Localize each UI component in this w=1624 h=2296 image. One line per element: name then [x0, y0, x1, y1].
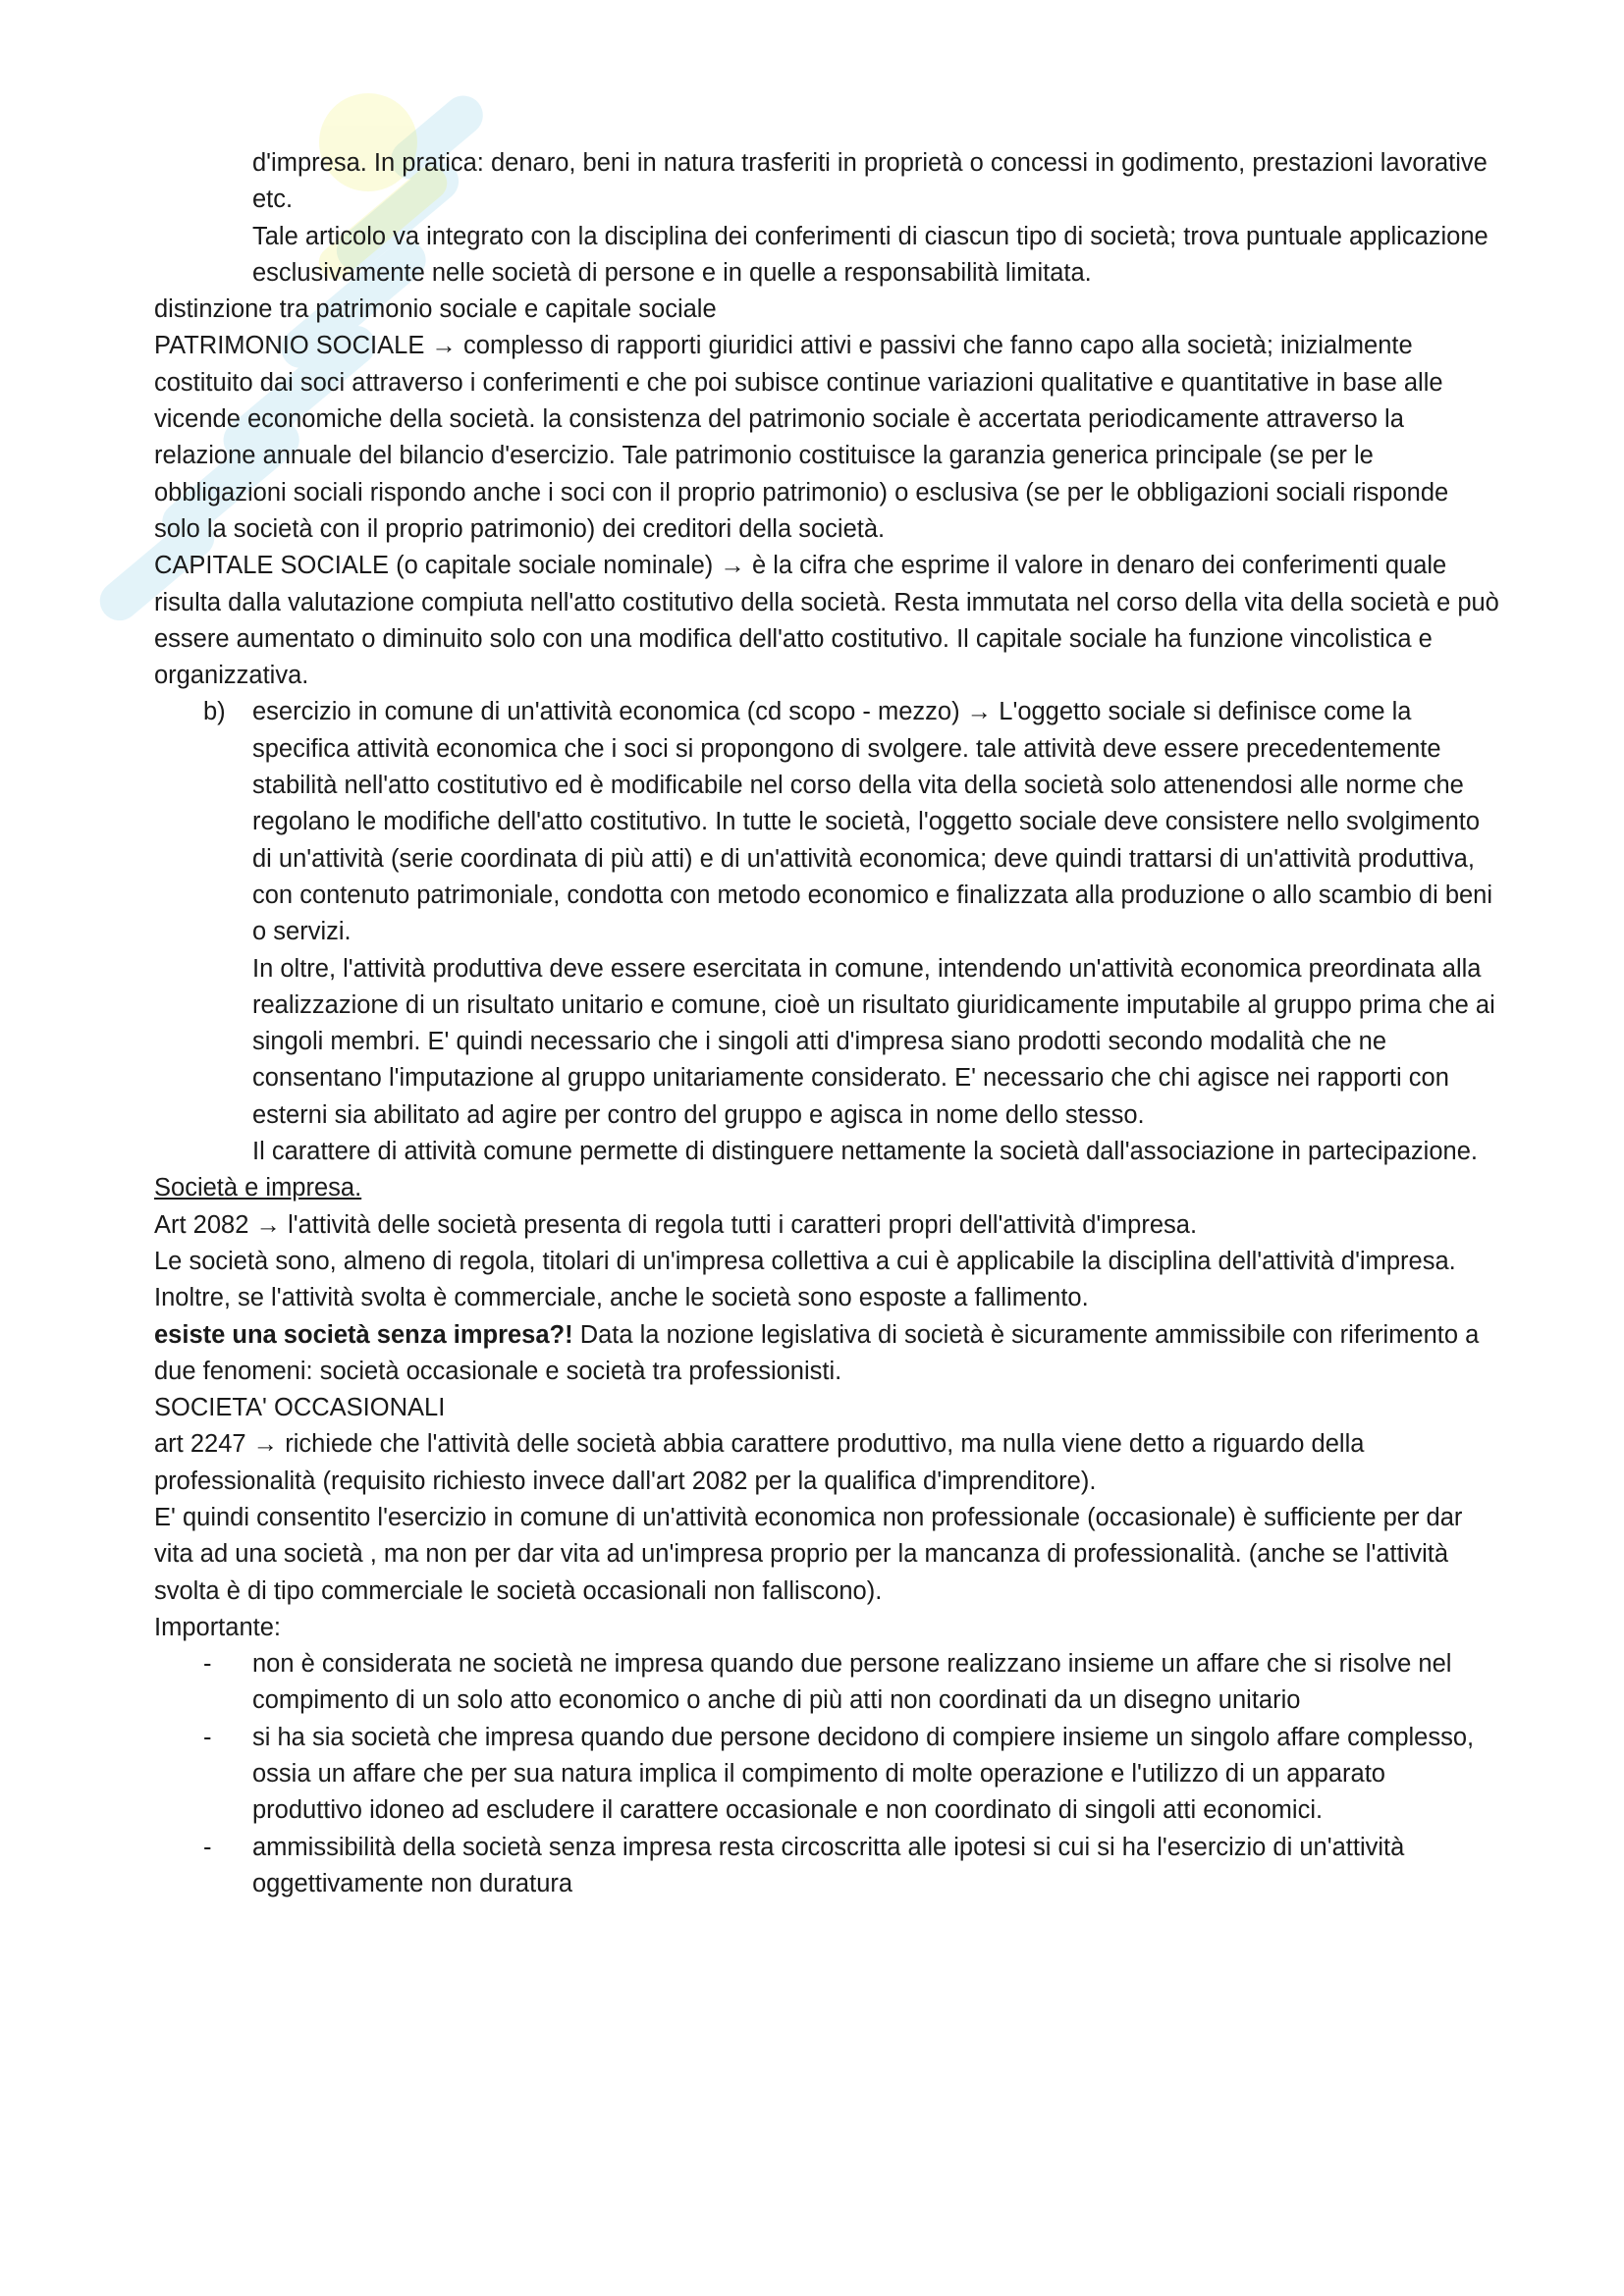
- list-item-b-body: [252, 694, 1499, 1170]
- question-paragraph: [154, 1317, 1499, 1391]
- bullet-text: non è considerata ne società ne impresa quando due persone realizzano insieme un affare che si risolve nel compimento di un solo atto economico o anche di più atti non coordinati da un disegno unitario: [252, 1650, 1452, 1715]
- section-heading: Società e impresa.: [154, 1174, 362, 1202]
- list-item-b-paragraph-1: esercizio in comune di un'attività economica (cd scopo - mezzo) → L'oggetto sociale si definisce come la specifica attività economica che i soci si propongono di svolgere. tale attività deve essere precedentemente stabilità nell'atto costitutivo ed è modificabile nel corso della vita della società solo attenendosi alle norme che regolano le modifiche dell'atto costitutivo. In tutte le società, l'oggetto sociale deve consistere nello svolgimento di un'attività (serie coordinata di più atti) e di un'attività economica; deve quindi trattarsi di un'attività produttiva, con contenuto patrimoniale, condotta con metodo economico e finalizzata alla produzione o allo scambio di beni o servizi.: [252, 698, 1493, 946]
- question-rest: Data la nozione legislativa di società è sicuramente ammissibile con riferimento a due fenomeni: società occasionale e società tra professionisti.: [154, 1320, 1480, 1385]
- consentito-paragraph: E' quindi consentito l'esercizio in comune di un'attività economica non professionale (occasionale) è sufficiente per dar vita ad una società , ma non per dar vita ad un'impresa proprio per la mancanza di professionalità. (anche se l'attività svolta è di tipo commerciale le società occasionali non falliscono).: [154, 1503, 1463, 1605]
- list-marker-b: b): [203, 698, 226, 726]
- intro-paragraph-1: d'impresa. In pratica: denaro, beni in natura trasferiti in proprietà o concessi in godimento, prestazioni lavorative etc.: [252, 149, 1488, 214]
- capitale-paragraph: CAPITALE SOCIALE (o capitale sociale nominale) → è la cifra che esprime il valore in denaro dei conferimenti quale risulta dalla valutazione compiuta nell'atto costitutivo della società. Resta immutata nel corso della vita della società e può essere aumentato o diminuito solo con una modifica dell'atto costitutivo. Il capitale sociale ha funzione vincolistica e organizzativa.: [154, 552, 1499, 690]
- bullet-text: ammissibilità della società senza impresa resta circoscritta alle ipotesi si cui si ha l'esercizio di un'attività oggettivamente non duratura: [252, 1833, 1405, 1897]
- bullet-item: [154, 1830, 1499, 1903]
- document-page: [154, 145, 1499, 1902]
- importante-label: Importante:: [154, 1613, 281, 1641]
- bullet-item: [154, 1720, 1499, 1830]
- list-item-b: [154, 694, 1499, 1170]
- patrimonio-paragraph: PATRIMONIO SOCIALE → complesso di rapporti giuridici attivi e passivi che fanno capo alla società; inizialmente costituito dai soci attraverso i conferimenti e che poi subisce continue variazioni qualitative e quantitative in base alle vicende economiche della società. la consistenza del patrimonio sociale è accertata periodicamente attraverso la relazione annuale del bilancio d'esercizio. Tale patrimonio costituisce la garanzia generica principale (se per le obbligazioni sociali rispondo anche i soci con il proprio patrimonio) o esclusiva (se per le obbligazioni sociali risponde solo la società con il proprio patrimonio) dei creditori della società.: [154, 332, 1449, 543]
- list-item-b-paragraph-3: Il carattere di attività comune permette di distinguere nettamente la società dall'associazione in partecipazione.: [252, 1138, 1478, 1166]
- distinction-heading: distinzione tra patrimonio sociale e capitale sociale: [154, 295, 717, 324]
- bullet-text: si ha sia società che impresa quando due persone decidono di compiere insieme un singolo affare complesso, ossia un affare che per sua natura implica il compimento di molte operazione e l'utilizzo di un apparato produttivo idoneo ad escludere il carattere occasionale e non coordinato di singoli atti economici.: [252, 1723, 1475, 1825]
- list-item-b-paragraph-2: In oltre, l'attività produttiva deve essere esercitata in comune, intendendo un'attività economica preordinata alla realizzazione di un risultato unitario e comune, cioè un risultato giuridicamente imputabile al gruppo prima che ai singoli membri. E' quindi necessario che i singoli atti d'impresa siano prodotti secondo modalità che ne consentano l'imputazione al gruppo unitariamente considerato. E' necessario che chi agisce nei rapporti con esterni sia abilitato ad agire per contro del gruppo e agisca in nome dello stesso.: [252, 954, 1495, 1129]
- art2082-paragraph: Art 2082 → l'attività delle società presenta di regola tutti i caratteri propri dell'attività d'impresa.: [154, 1210, 1198, 1239]
- occasionali-heading: SOCIETA' OCCASIONALI: [154, 1394, 446, 1422]
- bullet-item: [154, 1646, 1499, 1720]
- regola-paragraph: Le società sono, almeno di regola, titolari di un'impresa collettiva a cui è applicabile la disciplina dell'attività d'impresa. Inoltre, se l'attività svolta è commerciale, anche le società sono esposte a fallimento.: [154, 1247, 1456, 1312]
- bullet-marker: -: [203, 1833, 212, 1861]
- question-bold: esiste una società senza impresa?!: [154, 1320, 573, 1349]
- bullet-marker: -: [203, 1723, 212, 1751]
- intro-paragraph-2: Tale articolo va integrato con la disciplina dei conferimenti di ciascun tipo di società; trova puntuale applicazione esclusivamente nelle società di persone e in quelle a responsabilità limitata.: [252, 222, 1489, 287]
- art2247-paragraph: art 2247 → richiede che l'attività delle società abbia carattere produttivo, ma nulla viene detto a riguardo della professionalità (requisito richiesto invece dall'art 2082 per la qualifica d'imprenditore).: [154, 1430, 1365, 1495]
- bullet-marker: -: [203, 1650, 212, 1679]
